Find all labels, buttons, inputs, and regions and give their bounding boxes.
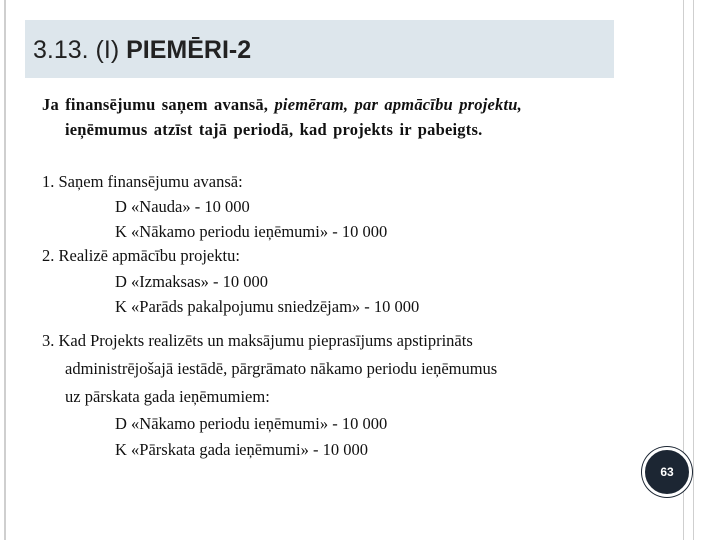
title-bold: PIEMĒRI-2 bbox=[126, 36, 252, 64]
step-2-debit: D «Izmaksas» - 10 000 bbox=[115, 272, 269, 291]
step-3-heading-2: administrējošajā iestādē, pārgrāmato nākamo periodu ieņēmumus bbox=[65, 359, 498, 378]
intro-line-2: ieņēmumus atzīst tajā periodā, kad projekts ir pabeigts. bbox=[65, 120, 483, 139]
intro-line-1b: piemēram, par apmācību projektu, bbox=[274, 95, 522, 114]
step-3-debit: D «Nākamo periodu ieņēmumi» - 10 000 bbox=[115, 414, 388, 433]
page-number-badge: 63 bbox=[642, 447, 692, 497]
intro-line-1a: Ja finansējumu saņem avansā, bbox=[42, 95, 275, 114]
slide-left-border bbox=[4, 0, 6, 540]
step-1-debit: D «Nauda» - 10 000 bbox=[115, 197, 250, 216]
step-2-credit: K «Parāds pakalpojumu sniedzējam» - 10 000 bbox=[115, 297, 420, 316]
step-1-heading: 1. Saņem finansējumu avansā: bbox=[42, 172, 243, 191]
title-prefix: 3.13. (I) bbox=[33, 36, 127, 64]
step-3-heading-3: uz pārskata gada ieņēmumiem: bbox=[65, 387, 270, 406]
intro-line-1 bbox=[42, 95, 522, 115]
step-3-heading-1: 3. Kad Projekts realizēts un maksājumu pieprasījums apstiprināts bbox=[42, 331, 473, 350]
step-1-credit: K «Nākamo periodu ieņēmumi» - 10 000 bbox=[115, 222, 388, 241]
slide-title bbox=[33, 36, 251, 65]
step-3-credit: K «Pārskata gada ieņēmumi» - 10 000 bbox=[115, 440, 368, 459]
step-2-heading: 2. Realizē apmācību projektu: bbox=[42, 246, 240, 265]
